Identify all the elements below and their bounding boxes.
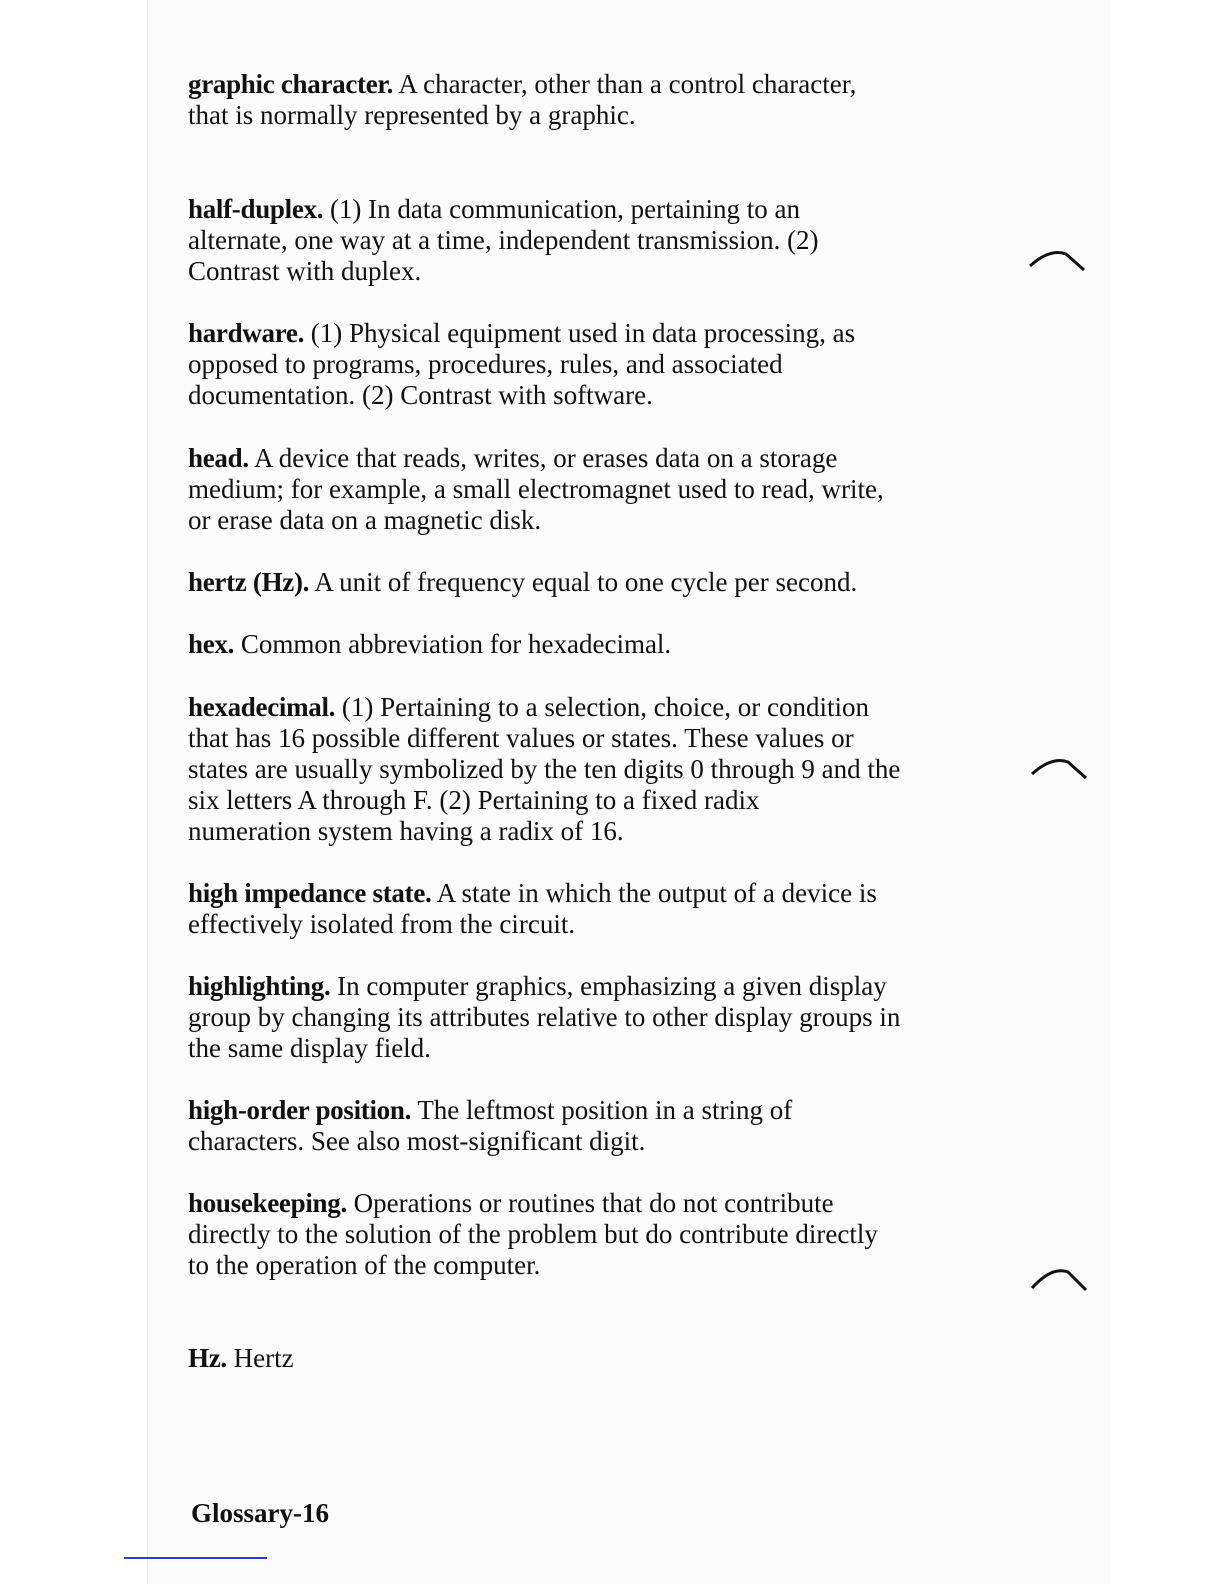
entry-definition: The leftmost position in a string of characters. See also most-significant digit. — [188, 1095, 793, 1156]
entry-definition: Common abbreviation for hexadecimal. — [240, 629, 672, 659]
entry-term: highlighting. — [188, 971, 331, 1001]
entry-definition: A unit of frequency equal to one cycle per second. — [314, 567, 858, 597]
entry-definition: (1) Pertaining to a selection, choice, or condition that has 16 possible different values or states. These values or states are usually symbolized by the ten digits 0 through 9 and the six letters A through F. (2) Pertaining to a fixed radix numeration system having a radix of 16. — [188, 692, 901, 846]
bottom-rule — [124, 1557, 267, 1559]
glossary-entry-hardware — [188, 318, 1018, 411]
glossary-entry-housekeeping — [188, 1188, 1018, 1281]
entry-term: high-order position. — [188, 1095, 412, 1125]
entry-term: graphic character. — [188, 69, 394, 99]
entry-term: hexadecimal. — [188, 692, 336, 722]
entry-definition: A device that reads, writes, or erases data on a storage medium; for example, a small electromagnet used to read, write, or erase data on a magnetic disk. — [188, 443, 884, 535]
glossary-entry-half-duplex — [188, 194, 1018, 287]
entry-term: Hz. — [188, 1343, 227, 1373]
revision-mark-icon — [1030, 1264, 1090, 1294]
glossary-entry-high-impedance-state — [188, 878, 1018, 940]
glossary-entry-hex — [188, 629, 1018, 660]
entry-definition: In computer graphics, emphasizing a given display group by changing its attributes relative to other display groups in the same display field. — [188, 971, 901, 1063]
entry-term: hardware. — [188, 318, 305, 348]
entry-definition: (1) Physical equipment used in data processing, as opposed to programs, procedures, rules, and associated documentation. (2) Contrast with software. — [188, 318, 856, 410]
entry-term: housekeeping. — [188, 1188, 347, 1218]
entry-term: hertz (Hz). — [188, 567, 310, 597]
entry-term: hex. — [188, 629, 235, 659]
entry-definition: A character, other than a control character, that is normally represented by a graphic. — [188, 69, 857, 130]
entry-term: half-duplex. — [188, 194, 324, 224]
page-number: Glossary-16 — [191, 1498, 329, 1528]
glossary-entry-graphic-character — [188, 69, 1018, 131]
glossary-entry-high-order-position — [188, 1095, 1018, 1157]
entry-definition: Hertz — [233, 1343, 294, 1373]
page-edge — [147, 0, 148, 1584]
entry-definition: Operations or routines that do not contribute directly to the solution of the problem but do contribute directly to the operation of the computer. — [188, 1188, 878, 1280]
entry-definition: A state in which the output of a device is effectively isolated from the circuit. — [188, 878, 877, 939]
glossary-entry-hz — [188, 1343, 1018, 1374]
entry-definition: (1) In data communication, pertaining to an alternate, one way at a time, independent transmission. (2) Contrast with duplex. — [188, 194, 819, 286]
glossary-entry-highlighting — [188, 971, 1018, 1064]
entry-term: head. — [188, 443, 249, 473]
glossary-entry-hertz — [188, 567, 1018, 598]
revision-mark-icon — [1030, 754, 1090, 784]
glossary-entry-hexadecimal — [188, 692, 1018, 847]
entry-term: high impedance state. — [188, 878, 432, 908]
glossary-entry-head — [188, 443, 1018, 536]
revision-mark-icon — [1028, 246, 1088, 276]
